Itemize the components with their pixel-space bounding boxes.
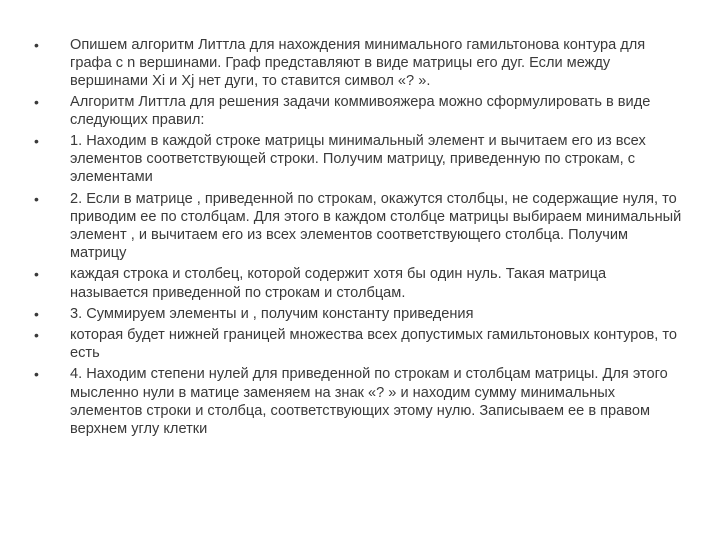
- bullet-dot-icon: •: [34, 366, 39, 383]
- bullet-text: 1. Находим в каждой строке матрицы минимальный элемент и вычитаем его из всех элементов соответствующей строки. Получим матрицу, приведенную по строкам, с элементами: [70, 133, 646, 186]
- bullet-item-8: [0, 365, 720, 438]
- bullet-text: Опишем алгоритм Литтла для нахождения минимального гамильтонова контура для графа с n вершинами. Граф представляют в виде матрицы его дуг. Если между вершинами Xi и Xj нет дуги, то ставится символ «? ».: [70, 37, 646, 90]
- bullet-text: 3. Суммируем элементы и , получим константу приведения: [70, 305, 474, 322]
- bullet-text: которая будет нижней границей множества всех допустимых гамильтоновых контуров, то есть: [70, 327, 678, 362]
- bullet-text: каждая строка и столбец, которой содержит хотя бы один нуль. Такая матрица называется приведенной по строкам и столбцам.: [70, 266, 607, 301]
- bullet-item-4: [0, 190, 720, 263]
- bullet-item-2: [0, 93, 720, 129]
- bullet-dot-icon: •: [34, 327, 39, 344]
- bullet-dot-icon: •: [34, 266, 39, 283]
- bullet-item-5: [0, 265, 720, 301]
- bullet-item-3: [0, 132, 720, 187]
- bullet-text: 4. Находим степени нулей для приведенной по строкам и столбцам матрицы. Для этого мысленно нули в матице заменяем на знак «? » и находим сумму минимальных элементов строки и столбца, соответствующих этому нулю. Записываем ее в правом верхнем углу клетки: [70, 366, 668, 438]
- bullet-item-1: [0, 36, 720, 91]
- bullet-dot-icon: •: [34, 305, 39, 322]
- bullet-dot-icon: •: [34, 93, 39, 110]
- bullet-dot-icon: •: [34, 37, 39, 53]
- bullet-dot-icon: •: [34, 133, 39, 150]
- bullet-item-6: [0, 305, 720, 323]
- bullet-text: 2. Если в матрице , приведенной по строкам, окажутся столбцы, не содержащие нуля, то приводим ее по столбцам. Для этого в каждом столбце матрицы выбираем минимальный элемент , и вычитаем его из всех элементов соответствующего столбца. Получим матрицу: [70, 190, 682, 262]
- bullet-text: Алгоритм Литтла для решения задачи коммивояжера можно сформулировать в виде следующих правил:: [70, 93, 651, 128]
- bullet-item-7: [0, 326, 720, 362]
- bullet-list: [0, 36, 720, 438]
- bullet-dot-icon: •: [34, 190, 39, 207]
